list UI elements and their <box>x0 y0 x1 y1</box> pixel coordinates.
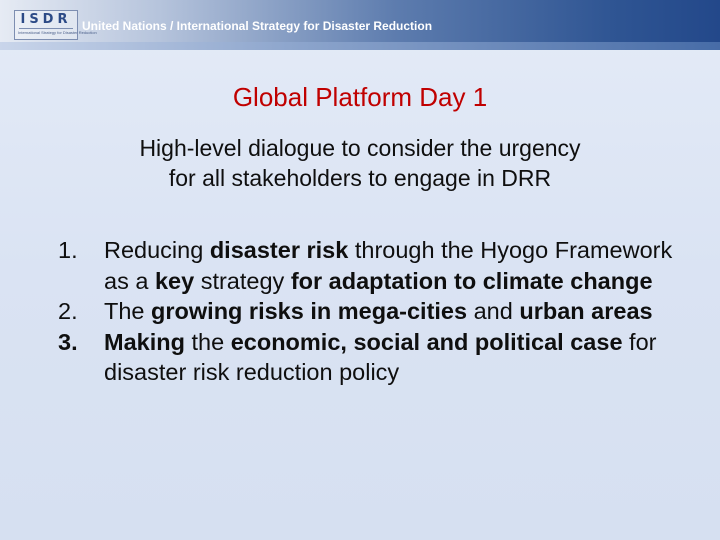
organization-name: United Nations / International Strategy for Disaster Reduction <box>82 19 433 33</box>
item-text-bold: growing risks in mega-cities <box>151 298 468 324</box>
item-text-bold: disaster risk <box>209 237 349 263</box>
subtitle-line-1: High-level dialogue to consider the urgency <box>139 135 581 161</box>
logo-divider <box>19 28 73 29</box>
item-text-bold: Making <box>104 328 185 355</box>
item-text: for disaster risk reduction policy <box>104 328 657 385</box>
header-divider <box>0 42 720 50</box>
logo-text: ISDR <box>20 12 72 27</box>
isdr-logo <box>14 10 97 40</box>
logo-subtext: International Strategy for Disaster Reduction <box>18 30 97 35</box>
item-number: 3. <box>58 328 78 355</box>
agenda-item-2 <box>58 296 698 327</box>
item-text-bold: for adaptation to climate change <box>290 267 653 294</box>
item-text-bold: economic, social and political case <box>230 328 623 355</box>
agenda-item-1 <box>58 235 698 296</box>
agenda-list <box>58 235 698 388</box>
item-text: and <box>467 298 520 324</box>
slide-subtitle <box>40 133 680 193</box>
slide-title: Global Platform Day 1 <box>232 82 488 112</box>
item-text-bold: urban areas <box>519 298 653 324</box>
item-number: 2. <box>58 298 78 324</box>
item-number: 1. <box>58 237 78 263</box>
item-text: through the Hyogo Framework as a <box>104 237 673 294</box>
agenda-item-3 <box>58 327 698 388</box>
item-text: Reducing <box>104 237 210 263</box>
item-text-bold: key <box>154 267 195 294</box>
subtitle-line-2: for all stakeholders to engage in DRR <box>168 165 552 191</box>
item-text: The <box>104 298 152 324</box>
item-text: the <box>184 328 231 355</box>
item-text: strategy <box>194 267 291 294</box>
